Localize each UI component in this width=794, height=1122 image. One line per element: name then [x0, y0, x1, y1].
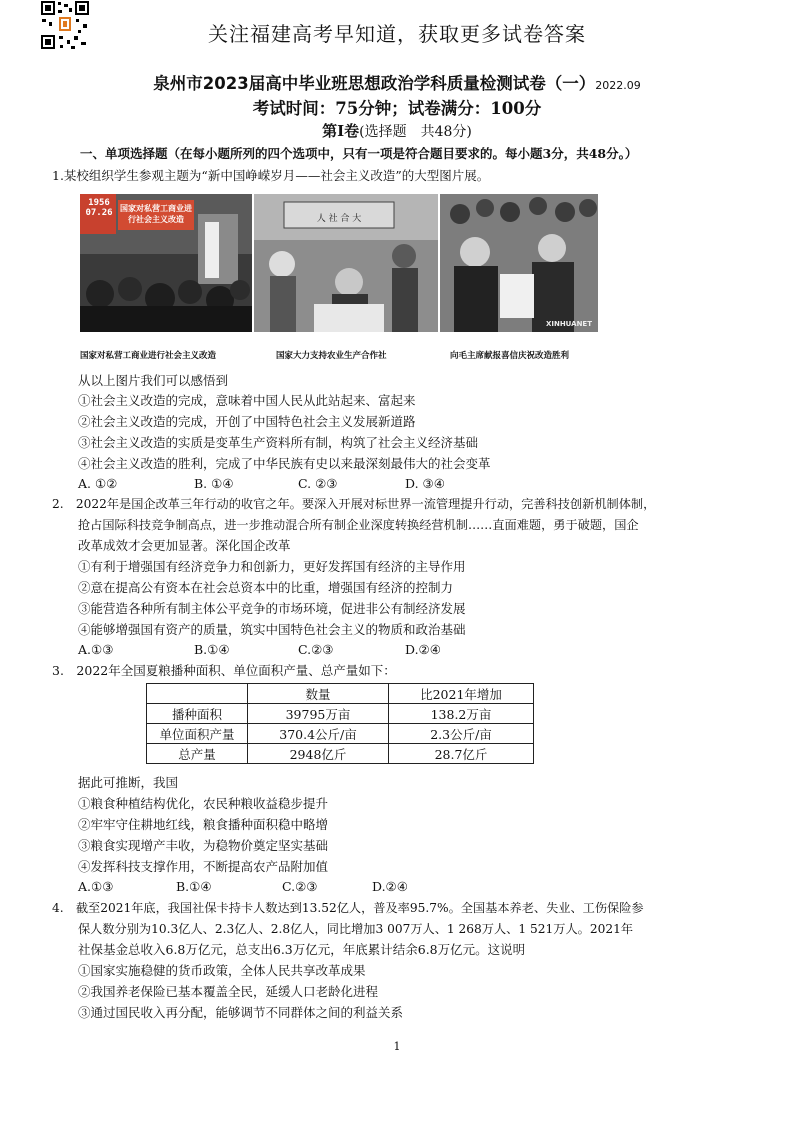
q1-choice-c: C. ②③ — [298, 476, 338, 491]
caption-3: 向毛主席献报喜信庆祝改造胜利 — [450, 351, 570, 361]
section-heading: 一、单项选择题（在每小题所列的四个选项中，只有一项是符合题目要求的。每小题3分，共48分。） — [80, 146, 638, 161]
q3-option-1: ①粮食种植结构优化，农民种粮收益稳步提升 — [78, 796, 329, 811]
table-cell: 370.4公斤/亩 — [248, 724, 389, 744]
q4-stem-line-1: 4. 截至2021年底，我国社保卡持卡人数达到13.52亿人，普及率95.7%。全国基本养老、失业、工伤保险参 — [52, 901, 644, 915]
q2-stem-line-2: 抢占国际科技竞争制高点，进一步推动混合所有制企业深度转换经营机制……直面难题，勇于破题，国企 — [78, 518, 639, 532]
exam-date: 2022.09 — [595, 79, 641, 92]
q1-option-4: ④社会主义改造的胜利，完成了中华民族有史以来最深刻最伟大的社会变革 — [78, 456, 491, 471]
q3-choice-c: C.②③ — [282, 879, 318, 894]
table-cell: 2.3公斤/亩 — [389, 724, 534, 744]
q4-option-3: ③通过国民收入再分配，能够调节不同群体之间的利益关系 — [78, 1005, 404, 1020]
q3-stem: 3. 2022年全国夏粮播种面积、单位面积产量、总产量如下： — [52, 663, 396, 678]
q4-stem-line-3: 社保基金总收入6.8万亿元，总支出6.3万亿元，年底累计结余6.8万亿元。这说明 — [78, 942, 526, 957]
photo-watermark: XINHUANET — [545, 320, 592, 328]
q2-option-4: ④能够增强国有资产的质量，筑实中国特色社会主义的物质和政治基础 — [78, 622, 466, 637]
table-cell: 单位面积产量 — [147, 724, 248, 744]
exam-subtitle: 考试时间：75分钟；试卷满分：100分 — [252, 99, 542, 118]
q3-option-2: ②牢牢守住耕地红线，粮食播种面积稳中略增 — [78, 817, 329, 832]
table-cell: 总产量 — [147, 744, 248, 764]
exam-title-text: 泉州市2023届高中毕业班思想政治学科质量检测试卷（一） — [153, 74, 596, 93]
photo-private-commerce — [80, 194, 252, 332]
q4-option-1: ①国家实施稳健的货币政策，全体人民共享改革成果 — [78, 963, 366, 978]
volume-note: (选择题 共48分) — [359, 124, 472, 140]
volume-heading — [0, 120, 794, 141]
caption-2: 国家大力支持农业生产合作社 — [276, 351, 387, 361]
q2-option-3: ③能营造各种所有制主体公平竞争的市场环境，促进非公有制经济发展 — [78, 601, 466, 616]
table-cell: 2948亿斤 — [248, 744, 389, 764]
q1-lead: 从以上图片我们可以感悟到 — [78, 373, 229, 388]
table-cell: 播种面积 — [147, 704, 248, 724]
q2-option-1: ①有利于增强国有经济竞争力和创新力，更好发挥国有经济的主导作用 — [78, 559, 466, 574]
q2-choice-a: A.①③ — [78, 642, 114, 657]
table-cell: 39795万亩 — [248, 704, 389, 724]
q1-option-1: ①社会主义改造的完成，意味着中国人民从此站起来、富起来 — [78, 393, 416, 408]
photo-cooperative — [254, 194, 438, 332]
q1-choice-b: B. ①④ — [194, 476, 234, 491]
photo-strip — [80, 194, 598, 332]
grain-data-table — [146, 683, 534, 764]
table-row — [147, 704, 534, 724]
q1-choice-a: A. ①② — [78, 476, 118, 491]
q4-option-2: ②我国养老保险已基本覆盖全民，延缓人口老龄化进程 — [78, 984, 379, 999]
q3-choice-a: A.①③ — [78, 879, 114, 894]
table-header-row — [147, 684, 534, 704]
exam-title — [0, 70, 794, 94]
q3-choice-d: D.②④ — [372, 879, 408, 894]
table-row — [147, 724, 534, 744]
q1-stem: 1.某校组织学生参观主题为“新中国峥嵘岁月——社会主义改造”的大型图片展。 — [52, 168, 490, 183]
table-header-cell — [147, 684, 248, 704]
photo-stamp-date: 1956 07.26 — [85, 198, 113, 218]
photo-cooperative-sign: 人 社 合 大 — [316, 214, 362, 224]
q1-choice-d: D. ③④ — [405, 476, 445, 491]
page-number: 1 — [393, 1040, 401, 1053]
q2-stem-line-3: 改革成效才会更加显著。深化国企改革 — [78, 538, 291, 553]
table-cell: 28.7亿斤 — [389, 744, 534, 764]
q2-choice-c: C.②③ — [298, 642, 334, 657]
table-row — [147, 744, 534, 764]
promo-banner: 关注福建高考早知道，获取更多试卷答案 — [208, 22, 586, 46]
q3-option-3: ③粮食实现增产丰收，为稳物价奠定坚实基础 — [78, 838, 329, 853]
photo-sign-text: 国家对私营工商业进行社会主义改造 — [120, 203, 192, 224]
q3-choice-b: B.①④ — [176, 879, 212, 894]
q1-option-3: ③社会主义改造的实质是变革生产资料所有制，构筑了社会主义经济基础 — [78, 435, 479, 450]
q1-option-2: ②社会主义改造的完成，开创了中国特色社会主义发展新道路 — [78, 414, 416, 429]
q2-stem-line-1: 2. 2022年是国企改革三年行动的收官之年。要深入开展对标世界一流管理提升行动，完善科技创新机制体制， — [52, 497, 656, 511]
table-header-cell: 数量 — [248, 684, 389, 704]
q3-lead: 据此可推断，我国 — [78, 775, 179, 790]
q3-option-4: ④发挥科技支撑作用，不断提高农产品附加值 — [78, 859, 329, 874]
q2-choice-d: D.②④ — [405, 642, 441, 657]
photo-chairman-mao — [440, 194, 598, 332]
table-header-cell: 比2021年增加 — [389, 684, 534, 704]
caption-1: 国家对私营工商业进行社会主义改造 — [80, 351, 217, 361]
q2-choice-b: B.①④ — [194, 642, 230, 657]
q4-stem-line-2: 保人数分别为10.3亿人、2.3亿人、2.8亿人，同比增加3 007万人、1 268万人、1 521万人。2021年 — [78, 922, 634, 936]
volume-label: 第Ⅰ卷 — [322, 122, 360, 140]
q2-option-2: ②意在提高公有资本在社会总资本中的比重，增强国有经济的控制力 — [78, 580, 454, 595]
table-cell: 138.2万亩 — [389, 704, 534, 724]
